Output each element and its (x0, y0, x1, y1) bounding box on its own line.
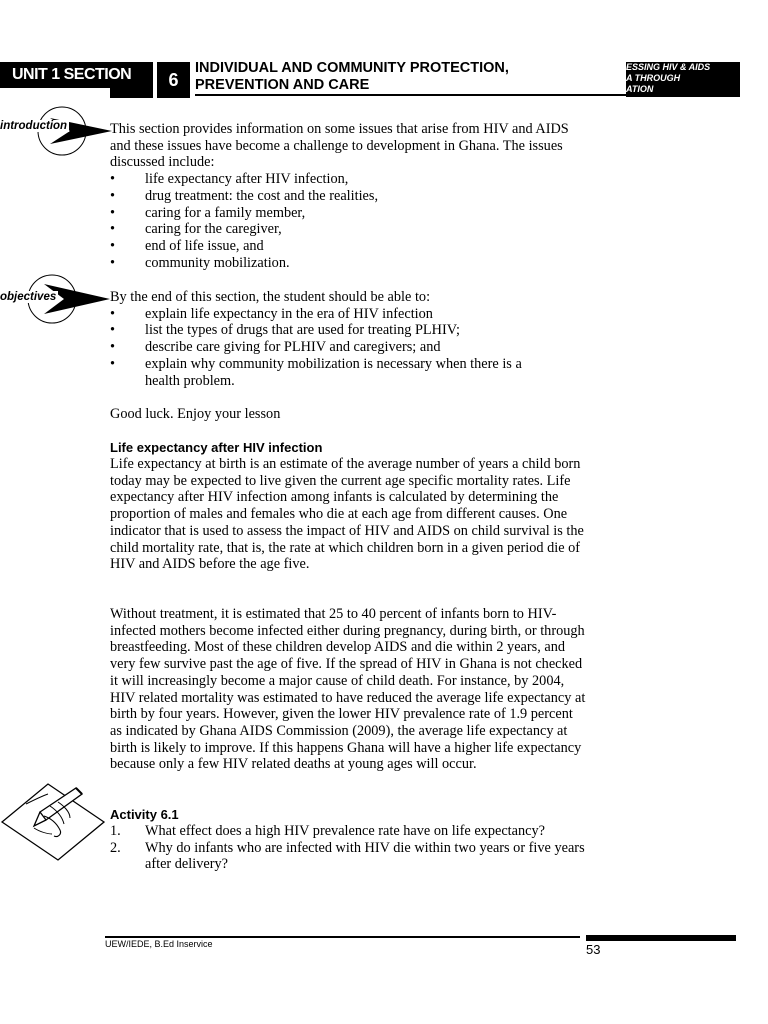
question-text: Why do infants who are infected with HIV die within two years or five years after delivery? (145, 839, 585, 873)
list-item: • explain why community mobilization is necessary when there is a health problem. (110, 356, 555, 389)
question-number: 1. (110, 823, 121, 839)
life-expectancy-para1: Life expectancy at birth is an estimate of the average number of years a child born today may be expected to live given the current age specific mortality rates. Life expectancy after HIV infection among infants is calculated by determining the proportion of males and females who die at each age from different causes. One indicator that is used to assess the impact of HIV and AIDS on child survival is the child mortality rate, that is, the rate at which children born in a given period die of HIV and AIDS before the age five. (110, 456, 584, 573)
introduction-text: This section provides information on some issues that arise from HIV and AIDS and these issues have become a challenge to development in Ghana. The issues discussed include: (110, 121, 569, 171)
introduction-list (110, 171, 590, 271)
question-number: 2. (110, 839, 121, 856)
list-item: • end of life issue, and (110, 238, 590, 255)
list-item: • explain life expectancy in the era of HIV infection (110, 306, 590, 323)
activity-section (110, 807, 590, 873)
objectives-list (110, 306, 590, 390)
list-item (110, 840, 590, 873)
list-item: • list the types of drugs that are used for treating PLHIV; (110, 322, 590, 339)
page-number: 53 (586, 942, 601, 957)
life-expectancy-section (110, 440, 590, 573)
unit-section-label: UNIT 1 SECTION (0, 62, 153, 88)
list-item (110, 823, 590, 840)
list-item: • drug treatment: the cost and the realities, (110, 188, 590, 205)
list-item: • describe care giving for PLHIV and caregivers; and (110, 339, 590, 356)
header-rule (195, 94, 627, 96)
section-title-line1: INDIVIDUAL AND COMMUNITY PROTECTION, (195, 60, 509, 76)
objectives-icon (0, 272, 112, 326)
course-title-line1: ESSING HIV & AIDS (626, 62, 711, 72)
activity-questions (110, 823, 590, 873)
footer-text: UEW/IEDE, B.Ed Inservice (105, 939, 213, 949)
objectives-text: By the end of this section, the student should be able to: (110, 289, 431, 305)
footer-bar (586, 935, 736, 941)
header-decoration (110, 88, 153, 98)
course-title-box (626, 62, 740, 97)
good-luck-text: Good luck. Enjoy your lesson (110, 406, 281, 422)
objectives-label: objectives (0, 291, 57, 303)
question-text: What effect does a high HIV prevalence rate have on life expectancy? (145, 823, 545, 839)
course-title-line3: ATION (626, 84, 654, 94)
course-title-line2: A THROUGH (626, 73, 681, 83)
objectives-section (110, 289, 590, 389)
footer-rule (105, 936, 580, 938)
introduction-label: introduction (0, 120, 68, 132)
activity-heading: Activity 6.1 (110, 807, 179, 822)
pen-writing-icon (0, 782, 108, 862)
introduction-icon (0, 104, 112, 156)
section-number: 6 (157, 62, 190, 98)
introduction-section (110, 121, 590, 271)
life-expectancy-heading: Life expectancy after HIV infection (110, 440, 323, 455)
section-title (195, 60, 625, 94)
list-item: • caring for the caregiver, (110, 221, 590, 238)
list-item: • life expectancy after HIV infection, (110, 171, 590, 188)
section-title-line2: PREVENTION AND CARE (195, 77, 370, 93)
life-expectancy-para2: Without treatment, it is estimated that 25 to 40 percent of infants born to HIV-infected mothers become infected either during pregnancy, during birth, or through breastfeeding. Most of these children develop AIDS and die within 2 years, and very few survive past the age of five. If the spread of HIV in Ghana is not checked it will increasingly become a major cause of child death. For instance, by 2004, HIV related mortality was estimated to have reduced the average life expectancy at birth by four years. However, given the lower HIV prevalence rate of 1.9 percent as indicated by Ghana AIDS Commission (2009), the average life expectancy at birth is likely to improve. If this happens Ghana will have a higher life expectancy because only a few HIV related deaths at young ages will occur. (110, 606, 586, 773)
list-item: • community mobilization. (110, 255, 590, 272)
list-item: • caring for a family member, (110, 205, 590, 222)
